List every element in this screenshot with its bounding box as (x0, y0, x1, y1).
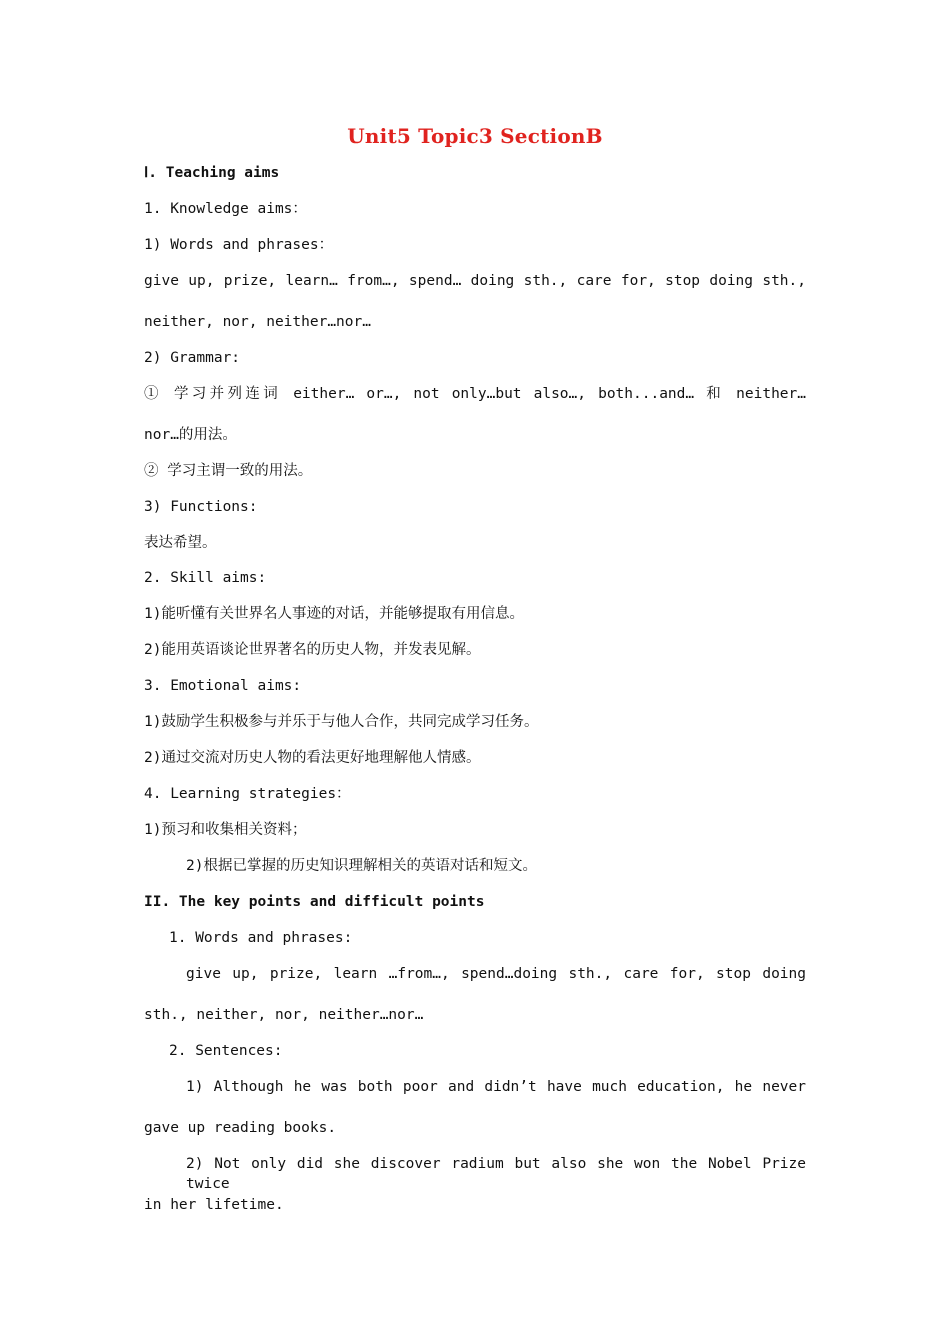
sentence-1-line-2: gave up reading books. (144, 1120, 337, 1136)
skill-aims-item-1: 1)能听懂有关世界名人事迹的对话，并能够提取有用信息。 (144, 606, 524, 622)
functions-heading: 3) Functions: (144, 499, 258, 515)
learning-strategies-heading: 4. Learning strategies： (144, 786, 351, 802)
emotional-aims-item-1: 1)鼓励学生积极参与并乐于与他人合作，共同完成学习任务。 (144, 714, 539, 730)
grammar-item-1-line-1: ① 学习并列连词 either… or…, not only…but also…, both...and… 和 neither… (144, 386, 806, 402)
learning-strategies-item-2: 2)根据已掌握的历史知识理解相关的英语对话和短文。 (186, 858, 537, 874)
document-title: Unit5 Topic3 SectionB (347, 124, 603, 148)
grammar-item-2: ② 学习主谓一致的用法。 (144, 463, 313, 479)
words-phrases-heading: 1) Words and phrases： (144, 237, 334, 253)
key-words-line-2: sth., neither, nor, neither…nor… (144, 1007, 424, 1023)
knowledge-aims-heading: 1. Knowledge aims： (144, 201, 307, 217)
emotional-aims-heading: 3. Emotional aims: (144, 678, 302, 694)
section-heading-key-points: II. The key points and difficult points (144, 894, 485, 910)
emotional-aims-item-2: 2)通过交流对历史人物的看法更好地理解他人情感。 (144, 750, 481, 766)
sentence-1-line-1: 1) Although he was both poor and didn’t have much education, he never (186, 1079, 806, 1095)
sentences-heading: 2. Sentences: (169, 1043, 283, 1059)
words-phrases-line-2: neither, nor, neither…nor… (144, 314, 371, 330)
sentence-2-line-1: 2) Not only did she discover radium but also she won the Nobel Prize twice (186, 1156, 806, 1192)
section-heading-teaching-aims: Ⅰ. Teaching aims (144, 165, 280, 181)
grammar-heading: 2) Grammar: (144, 350, 241, 366)
sentence-2-line-2: in her lifetime. (144, 1197, 284, 1213)
key-words-line-1: give up, prize, learn …from…, spend…doing sth., care for, stop doing (186, 966, 806, 982)
functions-text: 表达希望。 (144, 535, 217, 551)
words-phrases-line-1: give up, prize, learn… from…, spend… doing sth., care for, stop doing sth., (144, 273, 806, 289)
key-words-heading: 1. Words and phrases: (169, 930, 353, 946)
learning-strategies-item-1: 1)预习和收集相关资料； (144, 822, 307, 838)
grammar-item-1-line-2: nor…的用法。 (144, 427, 237, 443)
skill-aims-item-2: 2)能用英语谈论世界著名的历史人物，并发表见解。 (144, 642, 481, 658)
skill-aims-heading: 2. Skill aims: (144, 570, 267, 586)
